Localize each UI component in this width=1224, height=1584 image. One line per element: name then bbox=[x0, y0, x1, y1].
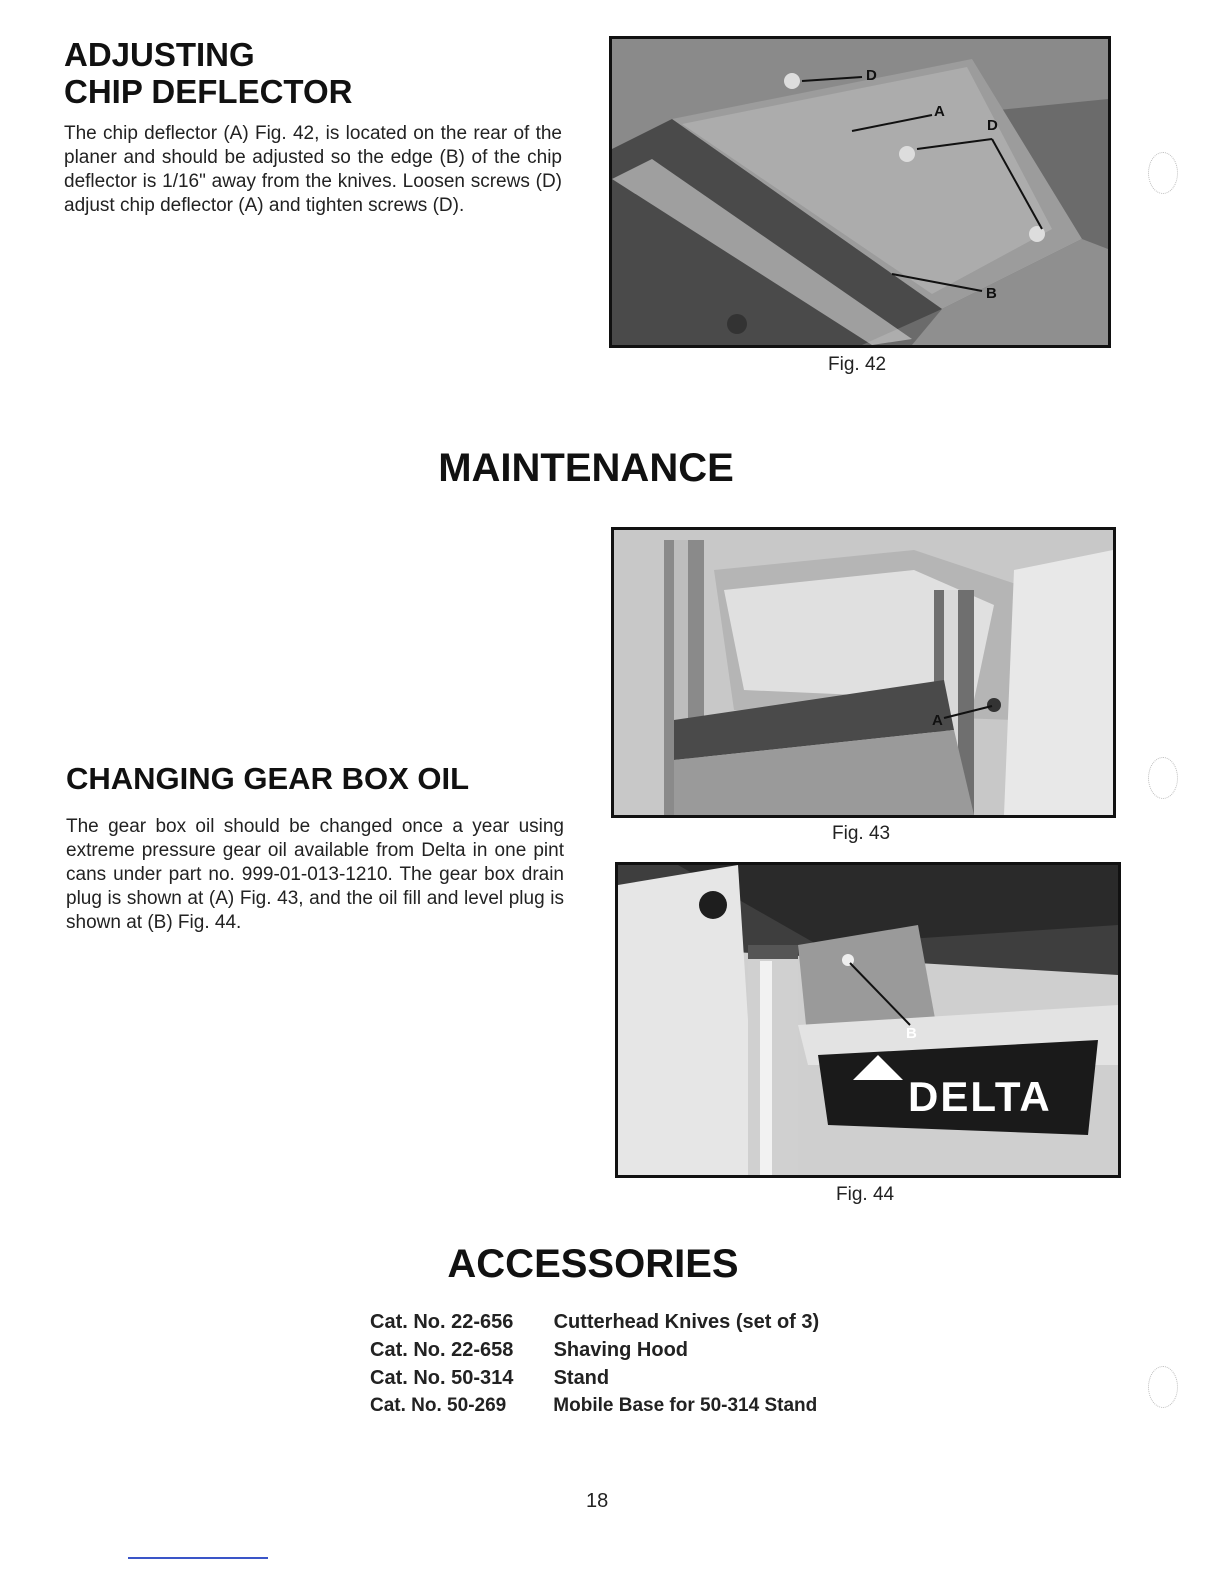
accessory-description: Mobile Base for 50-314 Stand bbox=[553, 1395, 818, 1416]
accessory-description: Shaving Hood bbox=[553, 1339, 689, 1361]
figure-42-photo bbox=[609, 36, 1111, 348]
chip-deflector-body: The chip deflector (A) Fig. 42, is located on the rear of the planer and should be adjusted so the edge (B) of the chip deflector is 1/16" away from the knives. Loosen screws (D) adjust chip deflector (A) and tighten screws (D). bbox=[64, 123, 562, 216]
binder-hole-top bbox=[1148, 152, 1178, 194]
fig42-label-d-top: D bbox=[866, 67, 877, 84]
accessory-description: Stand bbox=[553, 1367, 610, 1389]
chip-deflector-title bbox=[64, 36, 562, 110]
binder-hole-bottom bbox=[1148, 1366, 1178, 1408]
figure-43-photo bbox=[611, 527, 1116, 818]
page-number: 18 bbox=[586, 1490, 609, 1512]
maintenance-title: MAINTENANCE bbox=[438, 446, 734, 490]
fig44-delta-logo: DELTA bbox=[908, 1073, 1052, 1120]
gear-box-title: CHANGING GEAR BOX OIL bbox=[66, 761, 470, 796]
fig42-label-d-right: D bbox=[987, 117, 998, 134]
accessory-row bbox=[370, 1367, 609, 1390]
gear-box-section bbox=[66, 760, 564, 935]
binder-hole-middle bbox=[1148, 757, 1178, 799]
fig43-label-a: A bbox=[932, 712, 943, 729]
figure-42-caption: Fig. 42 bbox=[828, 354, 887, 375]
figure-43-caption: Fig. 43 bbox=[832, 823, 891, 844]
fig44-label-b: B bbox=[906, 1025, 917, 1042]
accessory-description: Cutterhead Knives (set of 3) bbox=[553, 1311, 820, 1333]
chip-deflector-title-line1: ADJUSTING bbox=[64, 36, 255, 73]
accessory-cat-no: Cat. No. 50-314 bbox=[370, 1367, 514, 1389]
scan-edge-line bbox=[128, 1557, 268, 1559]
figure-44-photo bbox=[615, 862, 1121, 1178]
accessory-cat-no: Cat. No. 50-269 bbox=[370, 1395, 507, 1416]
accessory-cat-no: Cat. No. 22-656 bbox=[370, 1311, 514, 1333]
accessory-cat-no: Cat. No. 22-658 bbox=[370, 1339, 514, 1361]
chip-deflector-section bbox=[64, 36, 562, 218]
chip-deflector-title-line2: CHIP DEFLECTOR bbox=[64, 73, 353, 110]
fig42-label-a: A bbox=[934, 103, 945, 120]
accessories-title: ACCESSORIES bbox=[447, 1242, 739, 1286]
accessory-row bbox=[370, 1311, 819, 1334]
accessory-row bbox=[370, 1339, 688, 1362]
fig42-label-b: B bbox=[986, 285, 997, 302]
figure-44-caption: Fig. 44 bbox=[836, 1184, 895, 1205]
gear-box-body: The gear box oil should be changed once a year using extreme pressure gear oil available from Delta in one pint cans under part no. 999-01-013-1210. The gear box drain plug is shown at (A) Fig. 43, and the oil fill and level plug is shown at (B) Fig. 44. bbox=[66, 816, 564, 933]
accessory-row bbox=[370, 1395, 817, 1417]
